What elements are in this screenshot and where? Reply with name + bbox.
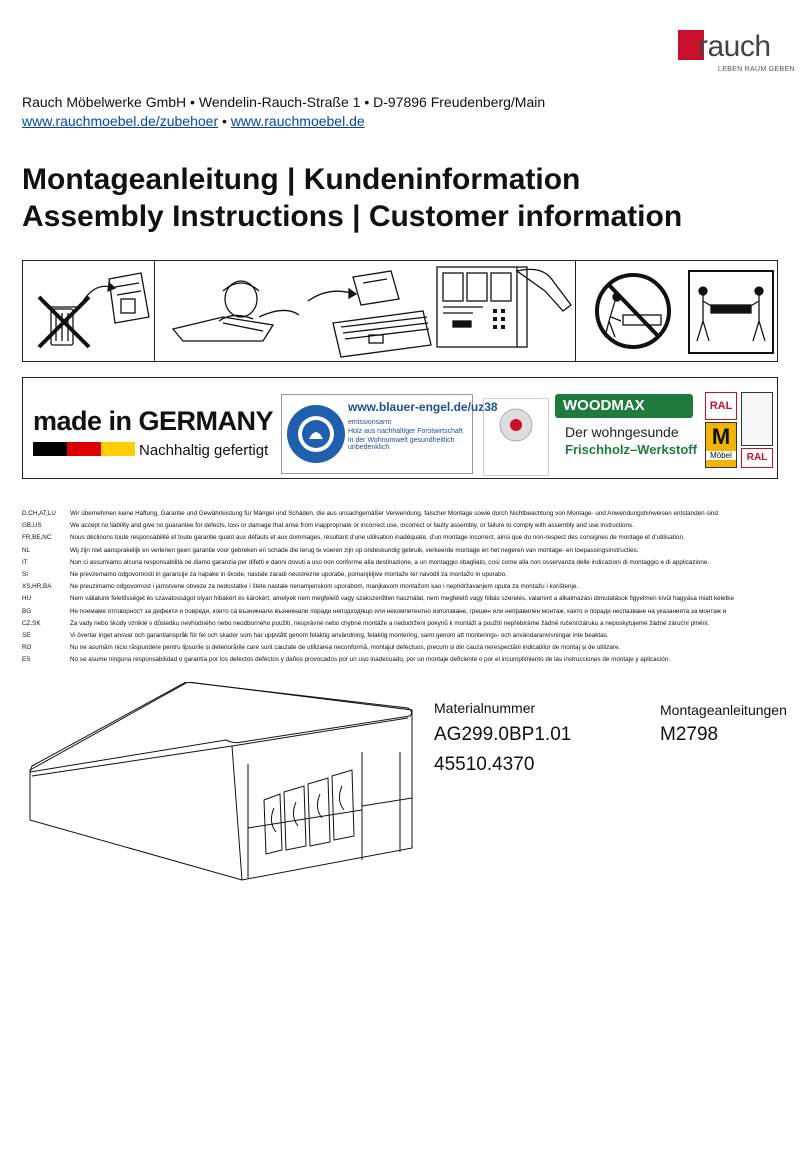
booklet-icon — [83, 273, 149, 323]
bed-illustration — [20, 682, 420, 882]
made-in-germany-label: made in GERMANY — [33, 406, 274, 436]
disclaimer-text: Wij zijn niet aansprakelijk en verlenen geen garantie voor gebreken en schade die terug te voeren zijn op ondeskundig gebruik, verkeerde montage en het negeren van montage- en toepassingsinstructies. — [70, 546, 639, 554]
certification-banner — [22, 377, 778, 479]
material-number-label: Materialnummer — [434, 700, 536, 716]
disclaimer-row — [22, 642, 782, 654]
award-emblem-icon — [496, 405, 536, 445]
material-number-secondary: 45510.4370 — [434, 754, 535, 775]
woodmax-slogan: Der wohngesunde — [565, 424, 679, 440]
disclaimer-row — [22, 618, 782, 630]
disclaimer-text: We accept no liability and give no guarantee for defects, loss or damage that arise from inappropriate or incorrect use, incorrect or faulty assembly, or failure to comply with assembly and use instructions. — [70, 522, 634, 530]
material-number-primary: AG299.0BP1.01 — [434, 724, 572, 745]
disclaimer-country-code: D,CH,AT,LU — [22, 510, 56, 517]
woodmax-name: WOODMAX — [555, 394, 693, 418]
disclaimer-row — [22, 630, 782, 642]
person-reading-icon — [173, 281, 299, 341]
disclaimer-country-code: XS,HR,BA — [22, 583, 52, 591]
file-folder-icon — [333, 271, 431, 357]
no-trash-icon — [39, 297, 89, 347]
blauer-engel-icon — [285, 403, 347, 465]
german-flag-icon — [33, 442, 135, 456]
ral-quality-badges — [705, 392, 773, 472]
disclaimer-row — [22, 532, 782, 544]
disclaimer-row — [22, 557, 782, 569]
ral-badge: RAL — [705, 392, 737, 420]
disclaimer-country-code: ES — [22, 656, 31, 664]
page-title-german: Montageanleitung | Kundeninformation — [22, 163, 581, 196]
instruction-pictograms — [23, 261, 777, 361]
disclaimer-country-code: IT — [22, 558, 28, 566]
link-separator: • — [222, 113, 227, 129]
logo-tagline: LEBEN RAUM GEBEN — [718, 66, 795, 73]
liability-disclaimers — [22, 508, 782, 667]
disclaimer-text: No se asume ninguna responsabilidad o garantía por los defectos defectos y daños provocados por un uso inadecuado, por un montaje deficiente o por el incumplimiento de las instrucciones de montaje y aplicación. — [70, 656, 670, 664]
page-title-english: Assembly Instructions | Customer information — [22, 200, 683, 233]
disclaimer-row — [22, 569, 782, 581]
blauer-engel-point: emissionsarm — [348, 419, 392, 426]
disclaimer-text: Vi övertar inget ansvar och garantianspråk för fel och skador som har uppstått genom felaktig användning, felaktig montering, samt genom att monterings- och användaranvisningar inte beaktas. — [70, 632, 609, 640]
disclaimer-country-code: SE — [22, 632, 31, 640]
assembly-instruction-number: M2798 — [660, 724, 719, 745]
assembly-instruction-label: Montageanleitungen — [660, 702, 787, 718]
disclaimer-text: Nu ne asumăm nicio răspundere pentru lipsurile și deteriorările care sunt cauzate de utilizarea neconformă, montajul defectuos, precum și din cauza nerespectării indicațiilor de montaj și de utilizare. — [70, 644, 621, 652]
company-address: Rauch Möbelwerke GmbH • Wendelin-Rauch-Straße 1 • D-97896 Freudenberg/Main — [22, 94, 546, 110]
ral-badge-small: RAL — [741, 448, 773, 468]
blauer-engel-point: Holz aus nachhaltiger Forstwirtschaft — [348, 428, 463, 435]
disclaimer-row — [22, 654, 782, 666]
woodmax-badge — [555, 394, 697, 466]
accessories-link[interactable]: www.rauchmoebel.de/zubehoer — [22, 113, 219, 129]
sustainably-made-label: Nachhaltig gefertigt — [139, 442, 269, 459]
logo-wordmark: rauch — [698, 30, 771, 63]
disclaimer-country-code: CZ,SK — [22, 619, 41, 627]
website-links — [22, 113, 365, 129]
rauch-logo — [676, 28, 795, 80]
disclaimer-text: Не поемаме отговорност за дефекти и повреди, които са възникнали възникнали поради неподходящо или некомпетентно използване, грешен или неправилен монтаж, както и поради неспазване на указанията за монтаж и — [70, 607, 727, 615]
disclaimer-text: Ne prevzemamo odgovornosti in garancije za napake in škode, nastale zaradi neustrezne uporabe, pomanjkljive montaže ter navodil za montažo in uporabo. — [70, 571, 507, 579]
disclaimer-country-code: BG — [22, 607, 32, 615]
disclaimer-row — [22, 545, 782, 557]
homepage-link[interactable]: www.rauchmoebel.de — [230, 113, 365, 129]
no-dragging-icon — [597, 275, 669, 347]
strip-divider — [575, 261, 576, 361]
blauer-engel-badge — [281, 394, 498, 474]
disclaimer-text: Ne preuzimamo odgovornost i jamstvene obveze za nedostatke i štete nastale nenamjenskom uporabom, manjkavom montažom kao i nepridržavanjem uputa za montažu i korištenje. — [70, 583, 579, 591]
blauer-engel-point: in der Wohnumwelt gesundheitlich unbedenklich — [348, 437, 455, 451]
disclaimer-country-code: SI — [22, 571, 28, 579]
disclaimer-text: Nous déclinons toute responsabilité et toute garantie quant aux défauts et aux dommages, résultant d’une utilisation inadéquate, d’un montage incorrect, ainsi que du non-respect des consignes de montage et d’utilisation. — [70, 534, 685, 542]
disclaimer-row — [22, 520, 782, 532]
disclaimer-text: Wir übernehmen keine Haftung, Garantie und Gewährleistung für Mängel und Schäden, die aus unsachgemäßer Verwendung, falscher Montage sowie durch Nichtbeachtung von Montage- und Anwendungshinweisen entstanden sind. — [70, 510, 720, 517]
disclaimer-row — [22, 606, 782, 618]
blauer-engel-points — [348, 417, 472, 453]
assembly-sheet-icon — [437, 267, 571, 347]
disclaimer-text: Non ci assumiamo alcuna responsabilità né diamo garanzia per difetti e danni dovuti a uso non conforme alla destinazione, a un montaggio sbagliato, così come alla non osservanza delle indicazioni di montaggio e di applicazione. — [70, 558, 710, 566]
sustainability-award-badge — [483, 398, 549, 476]
disclaimer-row — [22, 508, 782, 520]
disclaimer-row — [22, 581, 782, 593]
disclaimer-country-code: FR,BE,NC — [22, 534, 52, 542]
disclaimer-text: Za vady nebo škody vzniklé v důsledku nevhodného nebo neodborného použití, nesprávné nebo chybné montáže a nedodržení pokynů k montáži a použití nepřebíráme žádné ručení/záruku a neposkytujeme žádné záruční plnění. — [70, 619, 710, 627]
disclaimer-country-code: GB,US — [22, 522, 42, 530]
disclaimer-row — [22, 593, 782, 605]
made-in-germany-seal — [741, 392, 773, 446]
disclaimer-country-code: NL — [22, 546, 31, 554]
disclaimer-text: Nem vállalunk felelősséget és szavatosságot olyan hibákért és károkért, amelyek nem megfelelő vagy szakszerűtlen használat, nem megfelelő vagy hibás szerelés, valamint a alkalmazási útmutatások figyelmen kívül hagyása miatt keletke — [70, 595, 734, 603]
two-person-carry-icon — [689, 271, 773, 353]
disclaimer-country-code: RO — [22, 644, 32, 652]
woodmax-material: Frischholz–Werkstoff — [565, 442, 697, 457]
moebel-badge: M Möbel — [705, 422, 737, 468]
strip-divider — [154, 261, 155, 361]
instruction-pictogram-strip — [22, 260, 778, 362]
disclaimer-country-code: HU — [22, 595, 32, 603]
blauer-engel-url: www.blauer-engel.de/uz38 — [348, 400, 498, 414]
